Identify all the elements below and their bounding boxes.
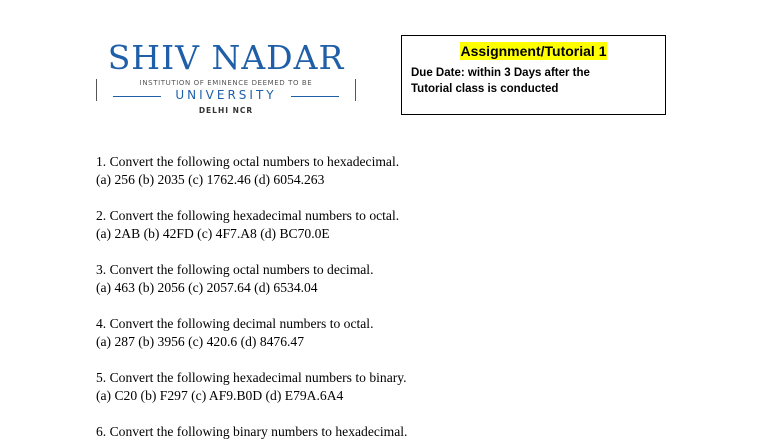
question-1 (96, 153, 736, 188)
question-5 (96, 369, 736, 404)
due-date-line-2: Tutorial class is conducted (411, 83, 559, 95)
university-logo (92, 38, 360, 122)
logo-wordmark: SHIV NADAR (107, 38, 345, 77)
logo-tagline-box (96, 79, 356, 101)
logo-rule-right (291, 96, 339, 97)
question-prompt: 6. Convert the following binary numbers to hexadecimal. (96, 424, 408, 439)
question-6 (96, 423, 736, 441)
question-2 (96, 207, 736, 242)
due-date (411, 65, 661, 97)
assignment-info-box (401, 35, 666, 115)
question-prompt: 5. Convert the following hexadecimal numbers to binary. (96, 370, 407, 385)
due-date-line-1: Due Date: within 3 Days after the (411, 67, 590, 79)
question-options: (a) 2AB (b) 42FD (c) 4F7.A8 (d) BC70.0E (96, 225, 330, 241)
question-prompt: 4. Convert the following decimal numbers to octal. (96, 316, 374, 331)
question-prompt: 3. Convert the following octal numbers to decimal. (96, 262, 374, 277)
question-options: (a) 463 (b) 2056 (c) 2057.64 (d) 6534.04 (96, 279, 318, 295)
question-prompt: 1. Convert the following octal numbers to hexadecimal. (96, 154, 400, 169)
question-options: (a) C20 (b) F297 (c) AF9.B0D (d) E79A.6A4 (96, 387, 344, 403)
question-options: (a) 287 (b) 3956 (c) 420.6 (d) 8476.47 (96, 333, 305, 349)
question-options: (a) 256 (b) 2035 (c) 1762.46 (d) 6054.263 (96, 171, 325, 187)
logo-location: DELHI NCR (198, 106, 254, 115)
question-list (96, 153, 736, 441)
assignment-title-wrap (402, 42, 665, 61)
question-4 (96, 315, 736, 350)
question-prompt: 2. Convert the following hexadecimal numbers to octal. (96, 208, 400, 223)
logo-university: UNIVERSITY (175, 88, 277, 102)
logo-tagline: INSTITUTION OF EMINENCE DEEMED TO BE (139, 79, 313, 87)
assignment-title: Assignment/Tutorial 1 (460, 43, 607, 59)
question-3 (96, 261, 736, 296)
